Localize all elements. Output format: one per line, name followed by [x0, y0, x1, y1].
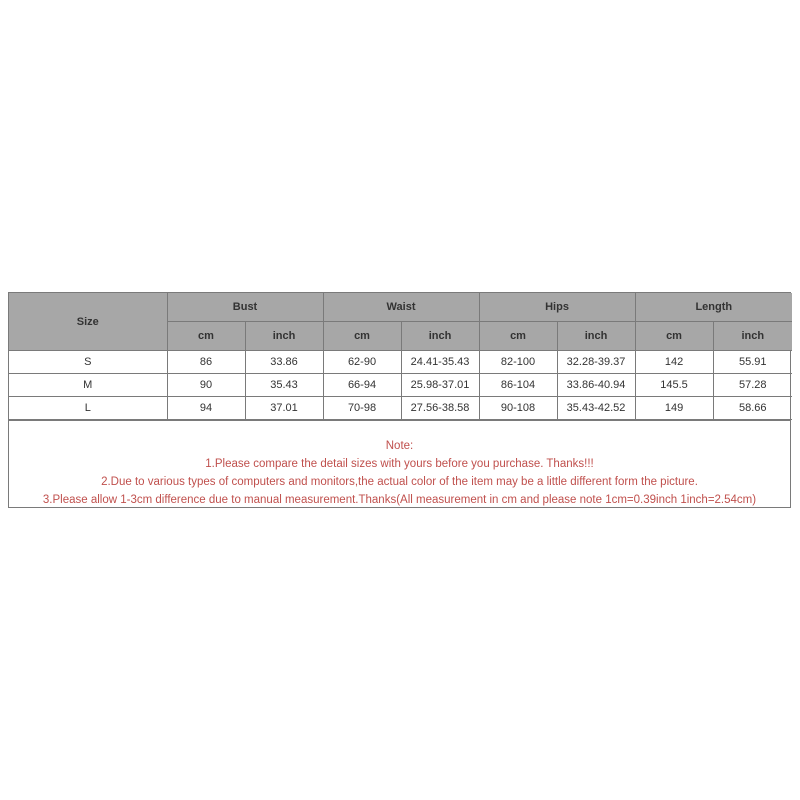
table-cell: 24.41-35.43 [401, 351, 479, 374]
table-cell: 27.56-38.58 [401, 397, 479, 420]
table-cell: 32.28-39.37 [557, 351, 635, 374]
table-row [9, 374, 792, 397]
table-cell: 55.91 [713, 351, 792, 374]
unit-header: cm [479, 322, 557, 351]
unit-header: inch [713, 322, 792, 351]
waist-header: Waist [323, 293, 479, 322]
size-cell: S [9, 351, 167, 374]
header-row-groups [9, 293, 792, 322]
table-cell: 149 [635, 397, 713, 420]
table-cell: 66-94 [323, 374, 401, 397]
table-cell: 145.5 [635, 374, 713, 397]
table-cell: 82-100 [479, 351, 557, 374]
table-cell: 58.66 [713, 397, 792, 420]
size-cell: L [9, 397, 167, 420]
unit-header: inch [557, 322, 635, 351]
hips-header: Hips [479, 293, 635, 322]
note-line: 2.Due to various types of computers and monitors,the actual color of the item may be a little different form the picture. [101, 476, 698, 488]
note-title: Note: [385, 440, 414, 452]
table-cell: 25.98-37.01 [401, 374, 479, 397]
table-cell: 37.01 [245, 397, 323, 420]
unit-header: cm [323, 322, 401, 351]
table-row [9, 397, 792, 420]
table-cell: 94 [167, 397, 245, 420]
table-row [9, 351, 792, 374]
table-cell: 35.43-42.52 [557, 397, 635, 420]
bust-header: Bust [167, 293, 323, 322]
note-line: 3.Please allow 1-3cm difference due to manual measurement.Thanks(All measurement in cm and please note 1cm=0.39inch 1inch=2.54cm) [42, 494, 757, 506]
unit-header: cm [635, 322, 713, 351]
table-cell: 90-108 [479, 397, 557, 420]
table-cell: 33.86 [245, 351, 323, 374]
size-table [9, 293, 792, 420]
table-cell: 33.86-40.94 [557, 374, 635, 397]
unit-header: inch [401, 322, 479, 351]
table-cell: 35.43 [245, 374, 323, 397]
table-cell: 57.28 [713, 374, 792, 397]
size-header: Size [9, 293, 167, 351]
table-cell: 90 [167, 374, 245, 397]
table-cell: 86-104 [479, 374, 557, 397]
size-chart [8, 292, 791, 508]
unit-header: cm [167, 322, 245, 351]
notes-section [9, 420, 790, 563]
table-cell: 62-90 [323, 351, 401, 374]
unit-header: inch [245, 322, 323, 351]
length-header: Length [635, 293, 792, 322]
size-cell: M [9, 374, 167, 397]
table-cell: 70-98 [323, 397, 401, 420]
table-cell: 86 [167, 351, 245, 374]
table-cell: 142 [635, 351, 713, 374]
note-line: 1.Please compare the detail sizes with yours before you purchase. Thanks!!! [205, 458, 594, 470]
